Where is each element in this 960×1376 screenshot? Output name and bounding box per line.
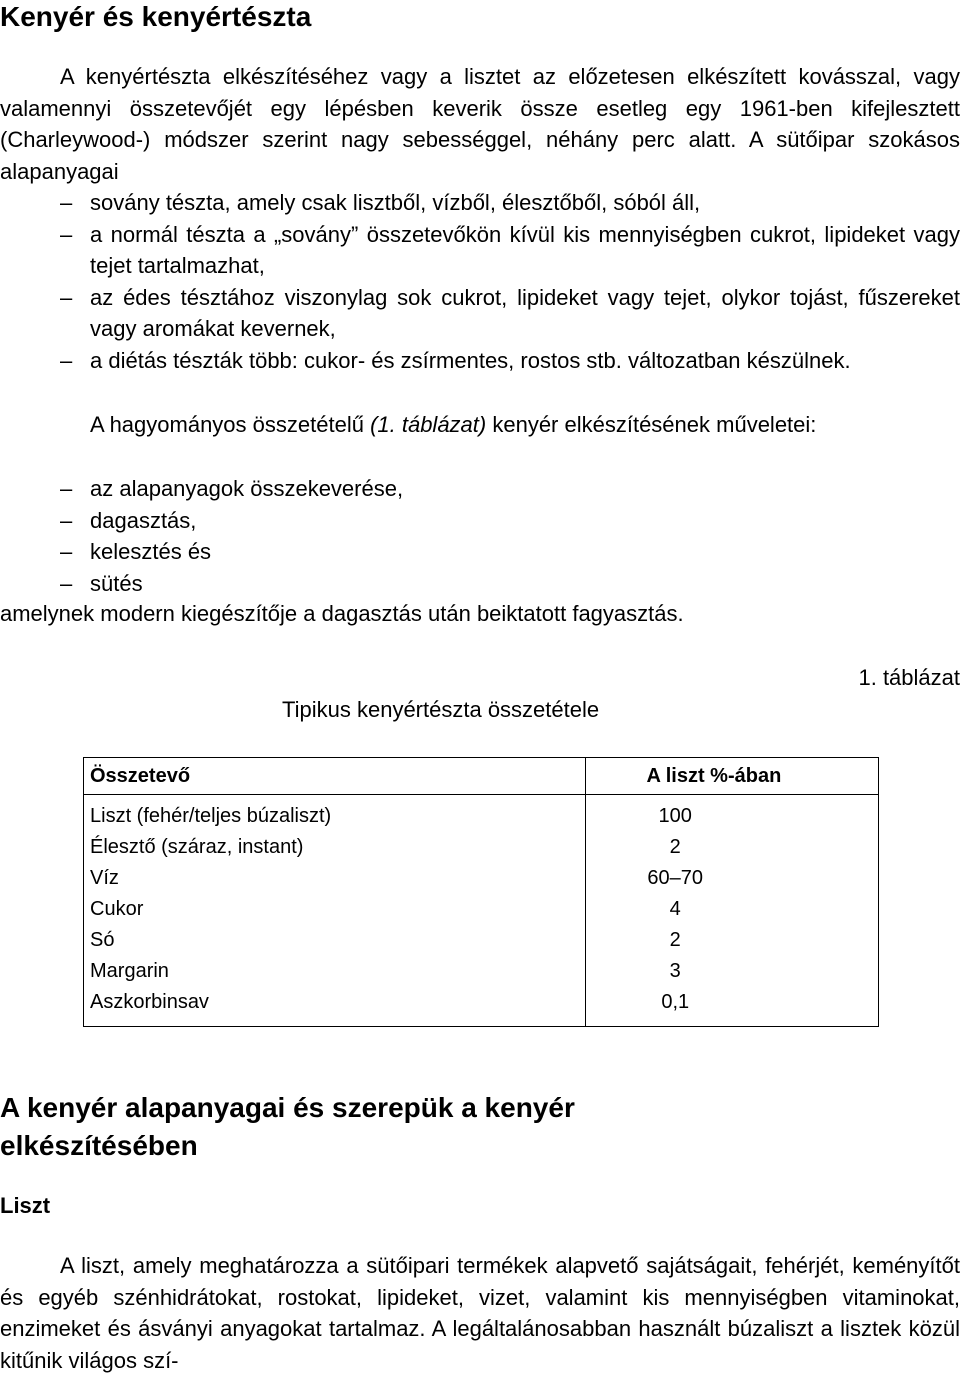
operations-list [0,473,960,599]
ingredient-cell: Aszkorbinsav [84,987,586,1027]
percent-cell: 4 [586,894,879,925]
list-item [0,282,960,345]
dash-bullet: – [60,570,73,596]
column-header-percent: A liszt %-ában [586,758,879,795]
percent-cell: 0,1 [586,987,879,1027]
dash-bullet: – [60,507,73,533]
column-header-ingredient: Összetevő [84,758,586,795]
list-item-text: az édes tésztához viszonylag sok cukrot, lipideket vagy tejet, olykor tojást, fűszereket vagy aromákat kevernek, [90,284,960,341]
page-title: Kenyér és kenyértészta [0,1,312,32]
list-item-text: az alapanyagok összekeverése, [90,476,404,501]
percent-cell: 2 [586,925,879,956]
section-heading: A kenyér alapanyagai és szerepük a kenyér elkészítésében [0,1092,575,1161]
traditional-paragraph [0,409,960,441]
percent-cell: 2 [586,832,879,863]
list-item [0,187,960,219]
intro-paragraph: A kenyértészta elkészítéséhez vagy a lisztet az előzetesen elkészített kovásszal, vagy valamennyi összetevőjét egy lépésben keverik össze esetleg egy 1961-ben kifejlesztett (Charleywood-) módszer szerint nagy sebességgel, néhány perc alatt. A sütőipar szokásos alapanyagai [0,64,960,184]
table-reference: (1. táblázat) [370,412,487,437]
ingredient-cell: Élesztő (száraz, instant) [84,832,586,863]
modern-paragraph: amelynek modern kiegészítője a dagasztás után beiktatott fagyasztás. [0,601,684,626]
subheading-liszt: Liszt [0,1193,51,1218]
percent-cell: 100 [586,795,879,833]
list-item [0,345,960,377]
percent-cell: 60–70 [586,863,879,894]
ingredient-cell: Víz [84,863,586,894]
dash-bullet: – [60,284,73,310]
table-header-row [84,758,879,795]
dough-types-list [0,187,960,376]
table-row [84,925,879,956]
table-row [84,987,879,1027]
list-item-text: kelesztés és [90,539,212,564]
liszt-paragraph: A liszt, amely meghatározza a sütőipari termékek alapvető sajátságait, fehérjét, keményítőt és egyéb szénhidrátokat, rostokat, lipideket, vizet, valamint kis mennyiségben vitaminokat, enzimeket és ásványi anyagokat tartalmaz. A legáltalánosabban használt búzaliszt a lisztek közül kitűnik világos szí- [0,1253,960,1373]
dash-bullet: – [60,539,73,564]
list-item-text: sütés [90,570,143,596]
table-row [84,795,879,833]
dash-bullet: – [60,190,73,215]
table-number-label: 1. táblázat [858,665,960,690]
dash-bullet: – [60,476,73,501]
table-title: Tipikus kenyértészta összetétele [282,697,600,722]
list-item [0,505,960,537]
table-row [84,832,879,863]
dash-bullet: – [60,347,73,373]
table-row [84,863,879,894]
composition-table [83,757,879,1027]
traditional-text-end: kenyér elkészítésének műveletei: [486,412,817,437]
list-item-text: dagasztás, [90,507,197,533]
ingredient-cell: Cukor [84,894,586,925]
table-row [84,894,879,925]
percent-cell: 3 [586,956,879,987]
dash-bullet: – [60,221,73,247]
table-row [84,956,879,987]
list-item-text: a diétás tészták több: cukor- és zsírmentes, rostos stb. változatban készülnek. [90,347,851,373]
traditional-text-start: A hagyományos összetételű [90,412,371,437]
list-item-text: sovány tészta, amely csak lisztből, vízből, élesztőből, sóból áll, [90,190,701,215]
list-item-text: a normál tészta a „sovány” összetevőkön kívül kis mennyiségben cukrot, lipideket vagy tejet tartalmazhat, [90,221,960,278]
list-item [0,473,960,505]
list-item [0,536,960,568]
list-item [0,568,960,600]
ingredient-cell: Só [84,925,586,956]
list-item [0,219,960,282]
ingredient-cell: Margarin [84,956,586,987]
ingredient-cell: Liszt (fehér/teljes búzaliszt) [84,795,586,833]
